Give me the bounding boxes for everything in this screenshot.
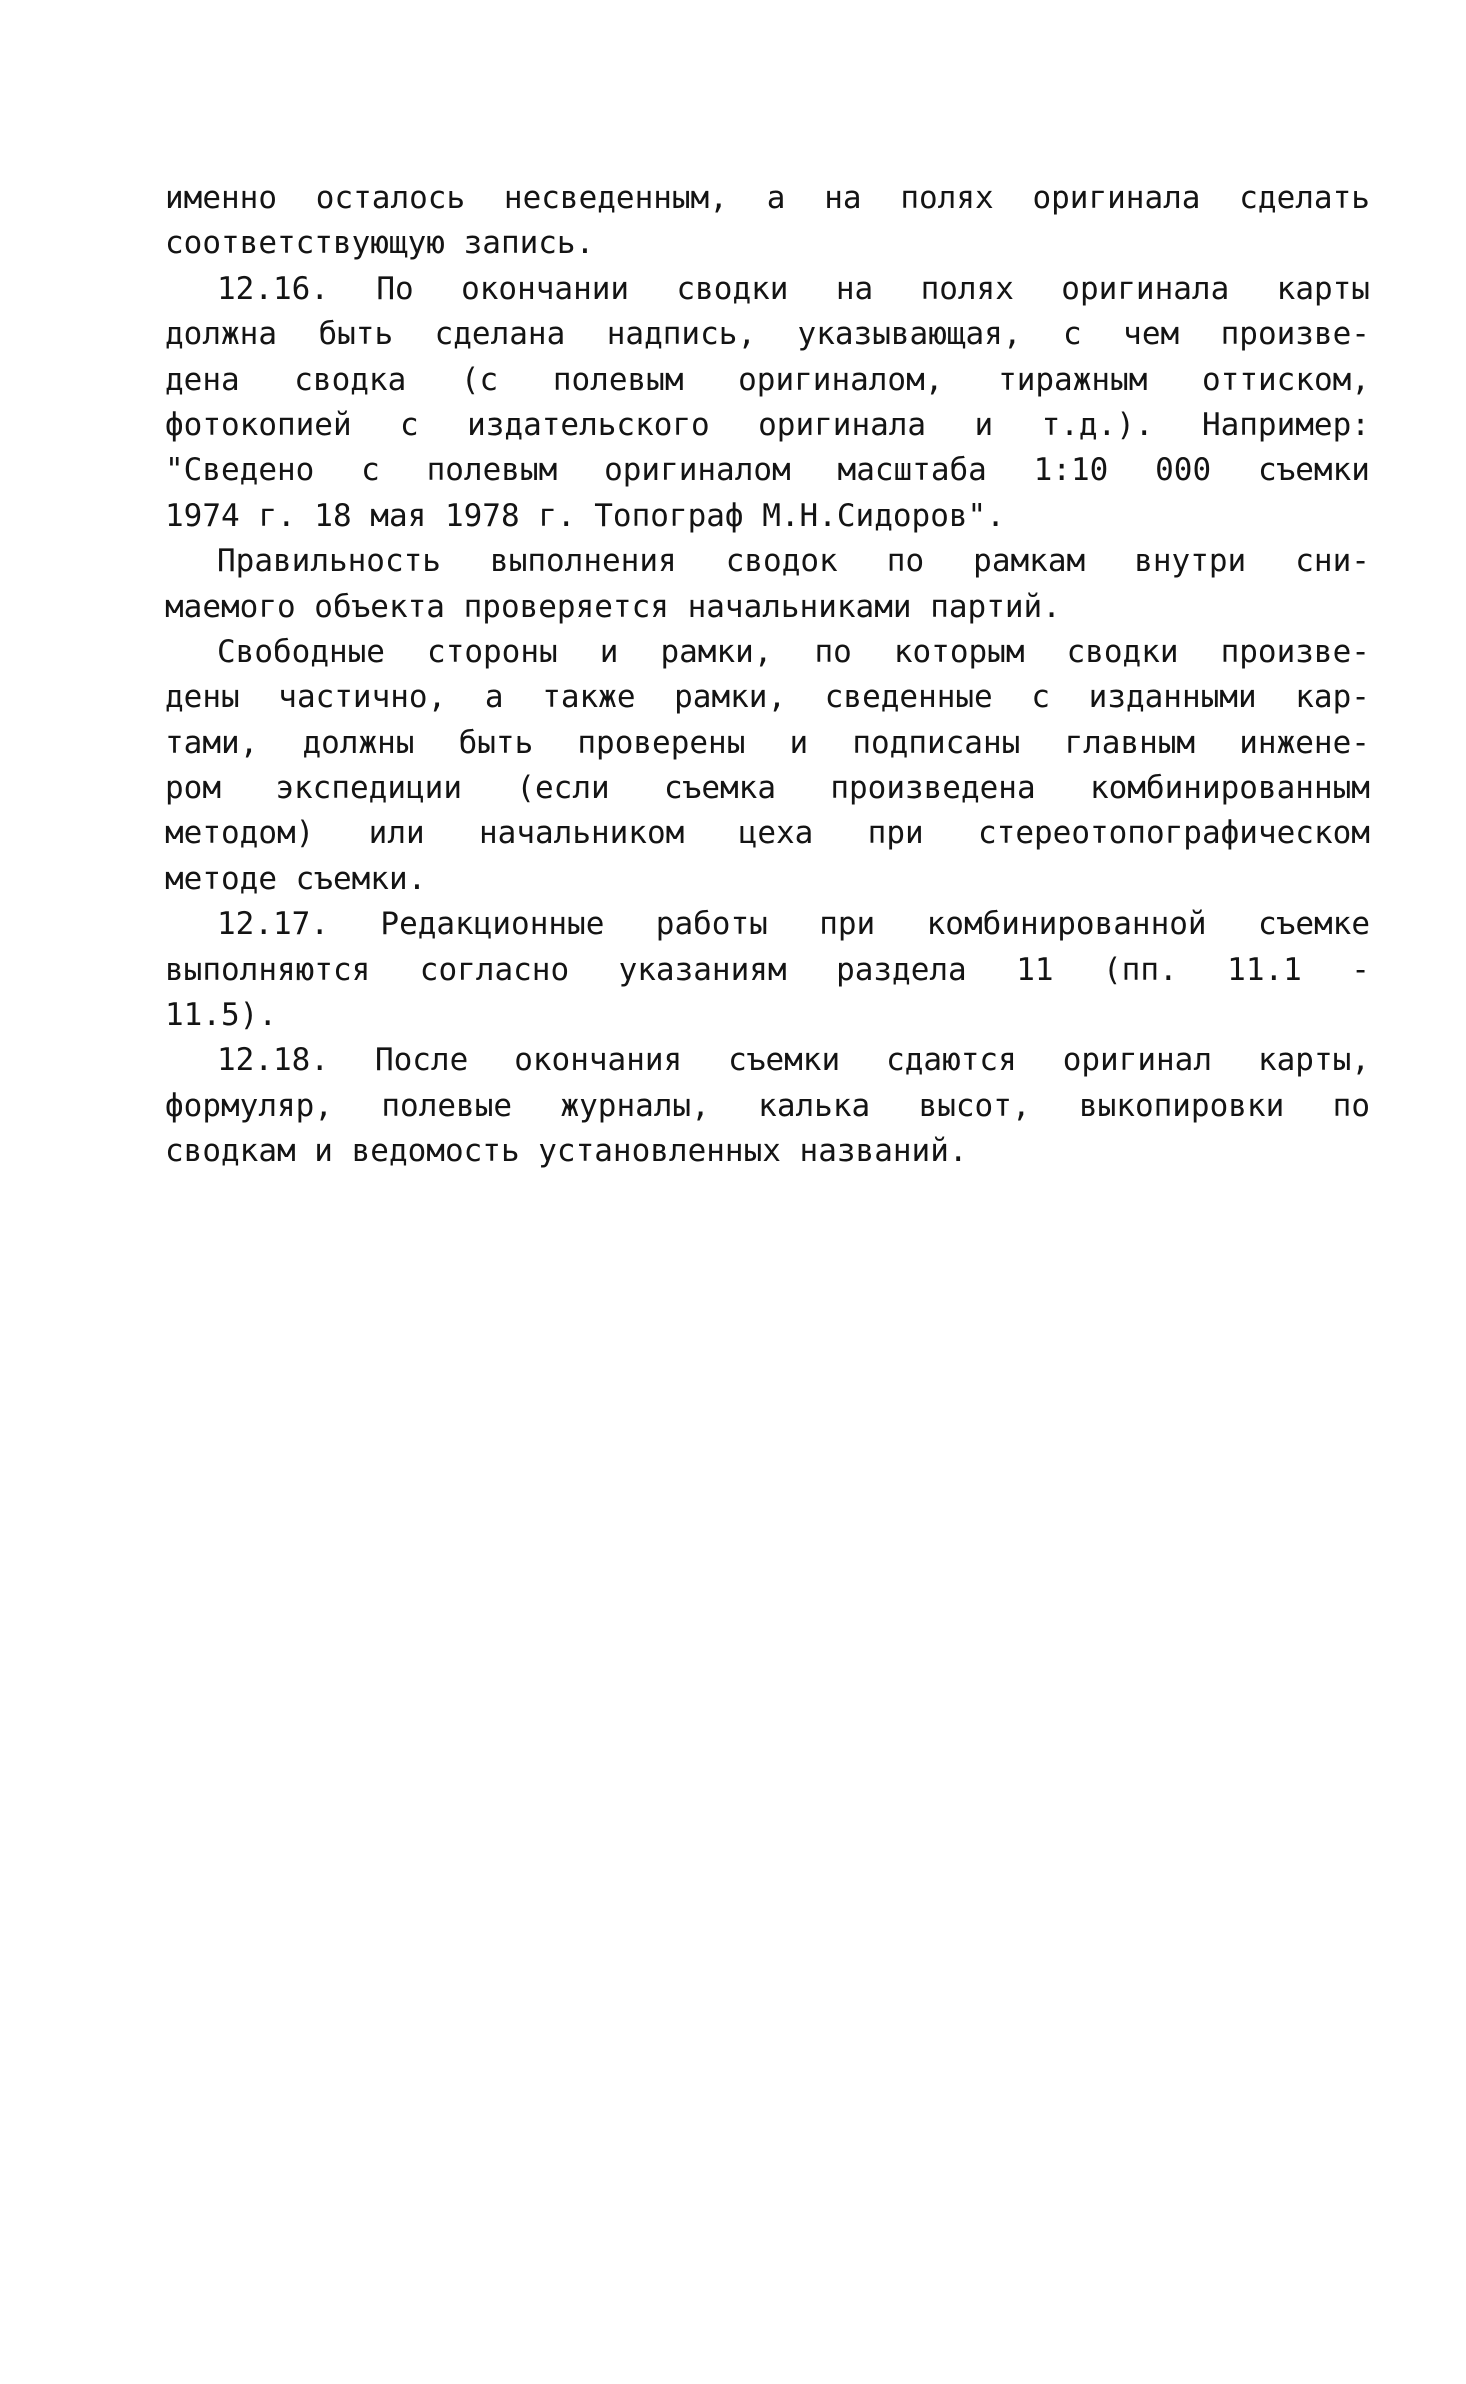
word: полевым	[426, 452, 558, 489]
word: (если	[516, 770, 610, 807]
paragraph-p-svobodnye	[165, 630, 1370, 902]
word: и	[974, 406, 994, 443]
word: при	[819, 906, 876, 943]
word: надпись,	[606, 316, 757, 353]
word: оригинала	[1032, 180, 1201, 216]
text-line: маемого объекта проверяется начальниками партий.	[165, 588, 1061, 625]
word: или	[368, 815, 425, 852]
word: цеха	[738, 815, 814, 852]
word: оригинала	[1061, 270, 1230, 307]
word: указывающая,	[797, 316, 1022, 353]
word: полях	[900, 180, 994, 216]
word: быть	[458, 724, 534, 761]
word: по	[814, 633, 852, 670]
word: согласно	[419, 951, 570, 988]
word: 12.18.	[217, 1042, 329, 1079]
word: указаниям	[618, 951, 787, 988]
word: сни-	[1295, 543, 1370, 580]
word: (пп.	[1103, 951, 1178, 988]
word: начальником	[479, 815, 685, 852]
word: произведена	[830, 770, 1036, 807]
word: произве-	[1220, 316, 1370, 353]
word: изданными	[1088, 679, 1257, 716]
text-line	[165, 766, 1370, 811]
word: а	[484, 679, 504, 716]
word: комбинированной	[926, 906, 1207, 943]
word: оригинал	[1062, 1042, 1213, 1079]
word: полях	[920, 270, 1014, 307]
word: именно	[165, 180, 277, 216]
word: калька	[758, 1087, 871, 1124]
word: главным	[1064, 724, 1196, 761]
word: ром	[165, 770, 221, 807]
word: дены	[165, 679, 240, 716]
paragraph-p-12-18	[165, 1038, 1370, 1174]
word: с	[400, 406, 419, 443]
text-line	[165, 630, 1370, 675]
text-line	[165, 403, 1370, 448]
word: журналы,	[560, 1087, 710, 1124]
word: подписаны	[852, 724, 1021, 761]
word: оригинала	[758, 406, 927, 443]
word: -	[1351, 951, 1370, 988]
word: также	[542, 679, 636, 716]
word: сдаются	[886, 1042, 1017, 1079]
word: После	[374, 1042, 469, 1079]
word: на	[835, 270, 874, 307]
text-line	[165, 267, 1370, 312]
word: фотокопией	[165, 406, 352, 443]
word: Например:	[1201, 406, 1370, 443]
word: съемки	[728, 1042, 841, 1079]
word: с	[361, 452, 380, 489]
word: тиражным	[998, 361, 1148, 398]
word: сделана	[434, 316, 566, 353]
text-line	[165, 176, 1370, 221]
word: быть	[318, 316, 394, 353]
text-line: методе съемки.	[165, 860, 427, 897]
word: полевым	[552, 361, 684, 398]
text-line	[165, 948, 1370, 993]
word: сводки	[676, 270, 789, 307]
word: на	[824, 180, 862, 216]
word: выкопировки	[1078, 1087, 1285, 1124]
word: оригиналом	[604, 452, 791, 489]
word: окончании	[461, 270, 630, 307]
word: кар-	[1295, 679, 1370, 716]
paragraph-p-12-16	[165, 267, 1370, 539]
text-line: 1974 г. 18 мая 1978 г. Топограф М.Н.Сидоров".	[165, 497, 1005, 534]
word: по	[886, 543, 925, 580]
text-line	[165, 811, 1370, 856]
paragraph-p-12-17	[165, 902, 1370, 1038]
text-line	[165, 312, 1370, 357]
word: сводка	[294, 361, 407, 398]
text-line	[165, 1038, 1370, 1083]
word: работы	[655, 906, 768, 943]
word: (с	[460, 361, 499, 398]
word: выполняются	[165, 951, 371, 988]
word: Правильность	[217, 543, 441, 580]
text-line	[165, 539, 1370, 584]
word: окончания	[514, 1042, 683, 1079]
word: карты	[1276, 270, 1370, 307]
word: 12.16.	[217, 270, 329, 307]
word: рамки,	[660, 633, 773, 670]
word: рамкам	[973, 543, 1086, 580]
paragraph-p-cont	[165, 176, 1370, 267]
document-page	[165, 176, 1370, 1175]
text-line	[165, 448, 1370, 493]
word: 1:10	[1033, 452, 1109, 489]
word: сделать	[1239, 180, 1370, 216]
word: экспедиции	[275, 770, 462, 807]
word: 12.17.	[217, 906, 329, 943]
text-line	[165, 358, 1370, 403]
word: Свободные	[217, 633, 385, 670]
word: оригиналом,	[738, 361, 944, 398]
word: съемка	[664, 770, 776, 807]
word: должна	[165, 316, 277, 353]
text-line: 11.5).	[165, 997, 277, 1034]
word: издательского	[467, 406, 710, 443]
word: осталось	[315, 180, 466, 216]
word: съемки	[1257, 452, 1370, 489]
word: стереотопографическом	[978, 815, 1370, 852]
word: внутри	[1134, 543, 1247, 580]
word: с	[1063, 316, 1082, 353]
word: 11.1	[1227, 951, 1302, 988]
text-line: сводкам и ведомость установленных названий.	[165, 1133, 968, 1170]
word: сводок	[725, 543, 838, 580]
word: высот,	[918, 1087, 1031, 1124]
word: По	[376, 270, 414, 307]
word: а	[766, 180, 786, 216]
word: и	[599, 633, 619, 670]
text-line	[165, 721, 1370, 766]
word: проверены	[577, 724, 746, 761]
word: стороны	[427, 633, 558, 670]
word: при	[867, 815, 924, 852]
word: карты,	[1257, 1042, 1370, 1079]
word: методом)	[165, 815, 315, 852]
word: тами,	[165, 724, 259, 761]
word: частично,	[278, 679, 447, 716]
word: раздела	[836, 951, 967, 988]
word: несведенным,	[503, 180, 728, 216]
word: должны	[302, 724, 415, 761]
text-line	[165, 902, 1370, 947]
word: рамки,	[674, 679, 787, 716]
word: сведенные	[824, 679, 993, 716]
word: которым	[893, 633, 1025, 670]
text-line: соответствующую запись.	[165, 225, 595, 262]
word: т.д.).	[1041, 406, 1154, 443]
word: произве-	[1220, 633, 1370, 670]
word: выполнения	[490, 543, 677, 580]
word: чем	[1123, 316, 1180, 353]
paragraph-p-pravilnost	[165, 539, 1370, 630]
word: формуляр,	[165, 1087, 333, 1124]
word: оттиском,	[1202, 361, 1370, 398]
text-line	[165, 1084, 1370, 1129]
word: инжене-	[1239, 724, 1370, 761]
word: по	[1332, 1087, 1370, 1124]
word: дена	[165, 361, 240, 398]
word: полевые	[381, 1087, 513, 1124]
word: комбинированным	[1089, 770, 1370, 807]
word: и	[789, 724, 809, 761]
word: масштаба	[837, 452, 987, 489]
word: с	[1031, 679, 1051, 716]
text-line	[165, 675, 1370, 720]
word: сводки	[1066, 633, 1179, 670]
word: съемке	[1258, 906, 1370, 943]
word: 11	[1016, 951, 1054, 988]
word: 000	[1155, 452, 1212, 489]
word: "Сведено	[165, 452, 315, 489]
word: Редакционные	[380, 906, 605, 943]
